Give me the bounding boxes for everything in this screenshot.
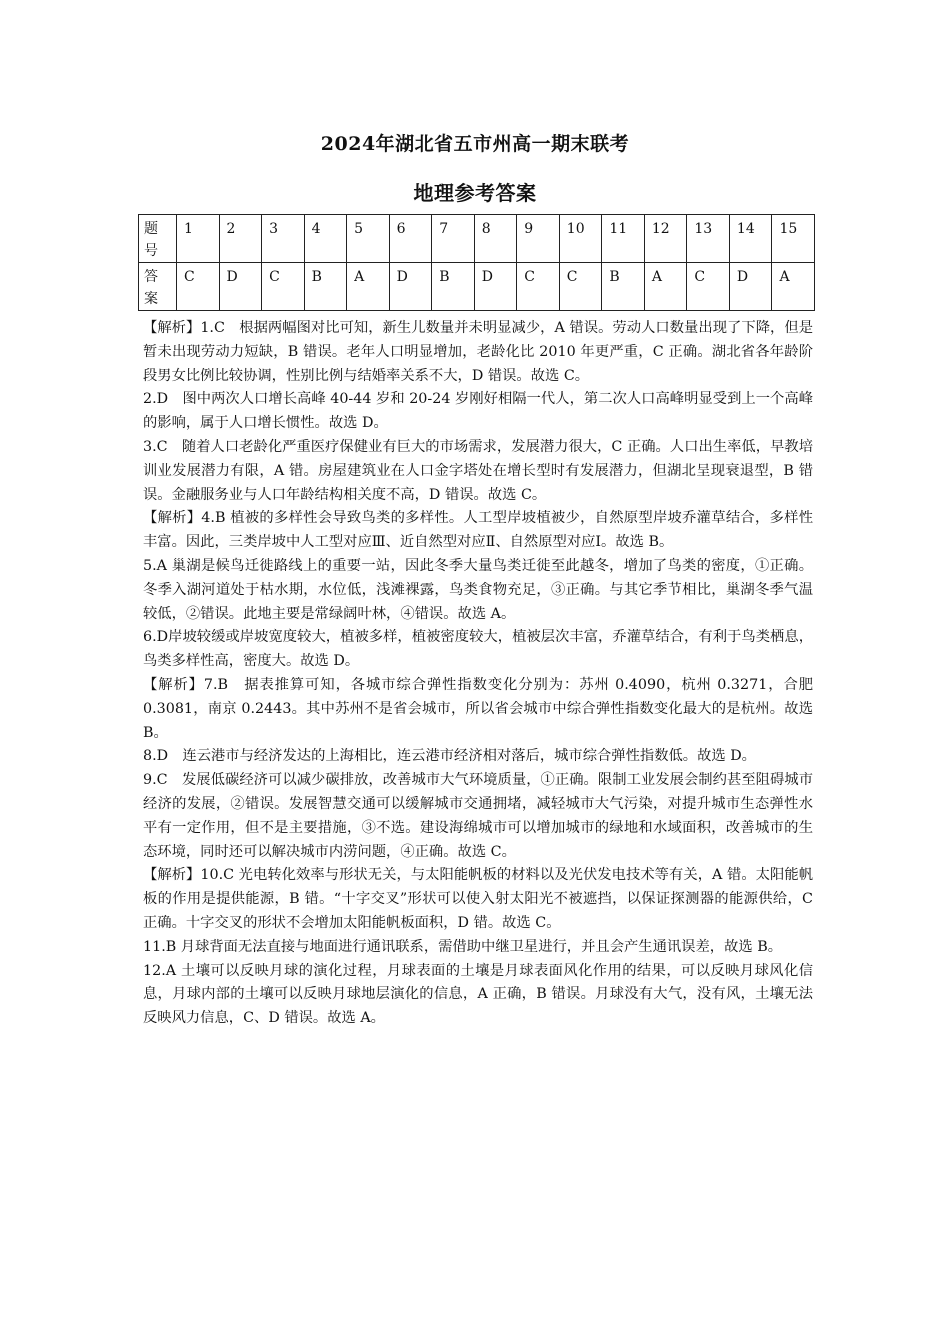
question-number: 2 — [219, 215, 262, 263]
explanation-q4: 【解析】4.B 植被的多样性会导致鸟类的多样性。人工型岸坡植被少，自然原型岸坡乔灌草结合，多样性丰富。因此，三类岸坡中人工型对应Ⅲ、近自然型对应Ⅱ、自然原型对应Ⅰ。故选 B。 — [143, 510, 813, 551]
answer-cell: B — [304, 263, 347, 311]
question-number: 10 — [559, 215, 602, 263]
row-label-answer: 答案 — [139, 263, 177, 311]
page-title: 2024年湖北省五市州高一期末联考 — [320, 133, 630, 155]
question-number: 9 — [517, 215, 560, 263]
question-number-row — [139, 215, 815, 263]
answer-row — [139, 263, 815, 311]
answer-cell: B — [602, 263, 645, 311]
answer-cell: A — [644, 263, 687, 311]
answer-cell: A — [347, 263, 390, 311]
question-number: 8 — [474, 215, 517, 263]
answer-cell: C — [517, 263, 560, 311]
page-subtitle: 地理参考答案 — [413, 181, 537, 205]
explanation-q6: 6.D岸坡较缓或岸坡宽度较大，植被多样，植被密度较大，植被层次丰富，乔灌草结合，有利于鸟类栖息，鸟类多样性高，密度大。故选 D。 — [143, 629, 813, 670]
question-number: 4 — [304, 215, 347, 263]
question-number: 1 — [177, 215, 220, 263]
answer-cell: D — [729, 263, 772, 311]
question-number: 12 — [644, 215, 687, 263]
explanation-q11: 11.B 月球背面无法直接与地面进行通讯联系，需借助中继卫星进行，并且会产生通讯误差，故选 B。 — [143, 938, 783, 955]
answer-cell: D — [219, 263, 262, 311]
explanation-q10: 【解析】10.C 光电转化效率与形状无关，与太阳能帆板的材料以及光伏发电技术等有关，A 错。太阳能帆板的作用是提供能源，B 错。“十字交叉”形状可以使入射太阳光不被遮挡，以保证探测器的能源供给，C 正确。十字交叉的形状不会增加太阳能帆板面积，D 错。故选 C。 — [143, 867, 813, 931]
explanation-q2: 2.D 图中两次人口增长高峰 40-44 岁和 20-24 岁刚好相隔一代人，第二次人口高峰明显受到上一个高峰的影响，属于人口增长惯性。故选 D。 — [143, 391, 813, 432]
question-number: 11 — [602, 215, 645, 263]
answer-cell: D — [474, 263, 517, 311]
answer-cell: C — [177, 263, 220, 311]
question-number: 7 — [432, 215, 475, 263]
explanation-q5: 5.A 巢湖是候鸟迁徙路线上的重要一站，因此冬季大量鸟类迁徙至此越冬，增加了鸟类的密度，①正确。冬季入湖河道处于枯水期，水位低，浅滩裸露，鸟类食物充足，③正确。与其它季节相比，巢湖冬季气温较低，②错误。此地主要是常绿阔叶林，④错误。故选 A。 — [143, 557, 813, 622]
question-number: 5 — [347, 215, 390, 263]
explanation-q7: 【解析】7.B 据表推算可知，各城市综合弹性指数变化分别为：苏州 0.4090，杭州 0.3271，合肥 0.3081，南京 0.2443。其中苏州不是省会城市，所以省会城市中综合弹性指数变化最大的是杭州。故选 B。 — [143, 676, 813, 741]
answer-cell: B — [432, 263, 475, 311]
answer-cell: C — [262, 263, 305, 311]
question-number: 15 — [772, 215, 815, 263]
explanation-body — [143, 317, 813, 1031]
question-number: 13 — [687, 215, 730, 263]
answer-cell: D — [389, 263, 432, 311]
explanation-q9: 9.C 发展低碳经济可以减少碳排放，改善城市大气环境质量，①正确。限制工业发展会制约甚至阻碍城市经济的发展，②错误。发展智慧交通可以缓解城市交通拥堵，减轻城市大气污染，对提升城市生态弹性水平有一定作用，但不是主要措施，③不选。建设海绵城市可以增加城市的绿地和水域面积，改善城市的生态环境，同时还可以解决城市内涝问题，④正确。故选 C。 — [143, 772, 813, 860]
explanation-q12: 12.A 土壤可以反映月球的演化过程，月球表面的土壤是月球表面风化作用的结果，可以反映月球风化信息，月球内部的土壤可以反映月球地层演化的信息，A 正确，B 错误。月球没有大气，没有风，土壤无法反映风力信息，C、D 错误。故选 A。 — [143, 962, 813, 1027]
answer-cell: C — [687, 263, 730, 311]
explanation-q8: 8.D 连云港市与经济发达的上海相比，连云港市经济相对落后，城市综合弹性指数低。故选 D。 — [143, 748, 756, 765]
explanation-q3: 3.C 随着人口老龄化严重医疗保健业有巨大的市场需求，发展潜力很大，C 正确。人口出生率低，早教培训业发展潜力有限，A 错。房屋建筑业在人口金字塔处在增长型时有发展潜力，但湖北呈现衰退型，B 错误。金融服务业与人口年龄结构相关度不高，D 错误。故选 C。 — [143, 438, 813, 503]
answer-cell: A — [772, 263, 815, 311]
answer-cell: C — [559, 263, 602, 311]
question-number: 6 — [389, 215, 432, 263]
question-number: 14 — [729, 215, 772, 263]
row-label-question: 题号 — [139, 215, 177, 263]
answer-table — [138, 214, 815, 311]
explanation-q1: 【解析】1.C 根据两幅图对比可知，新生儿数量并未明显减少，A 错误。劳动人口数量出现了下降，但是暂未出现劳动力短缺，B 错误。老年人口明显增加，老龄化比 2010 年更严重，C 正确。湖北省各年龄阶段男女比例比较协调，性别比例与结婚率关系不大，D 错误。故选 C。 — [143, 320, 813, 384]
question-number: 3 — [262, 215, 305, 263]
